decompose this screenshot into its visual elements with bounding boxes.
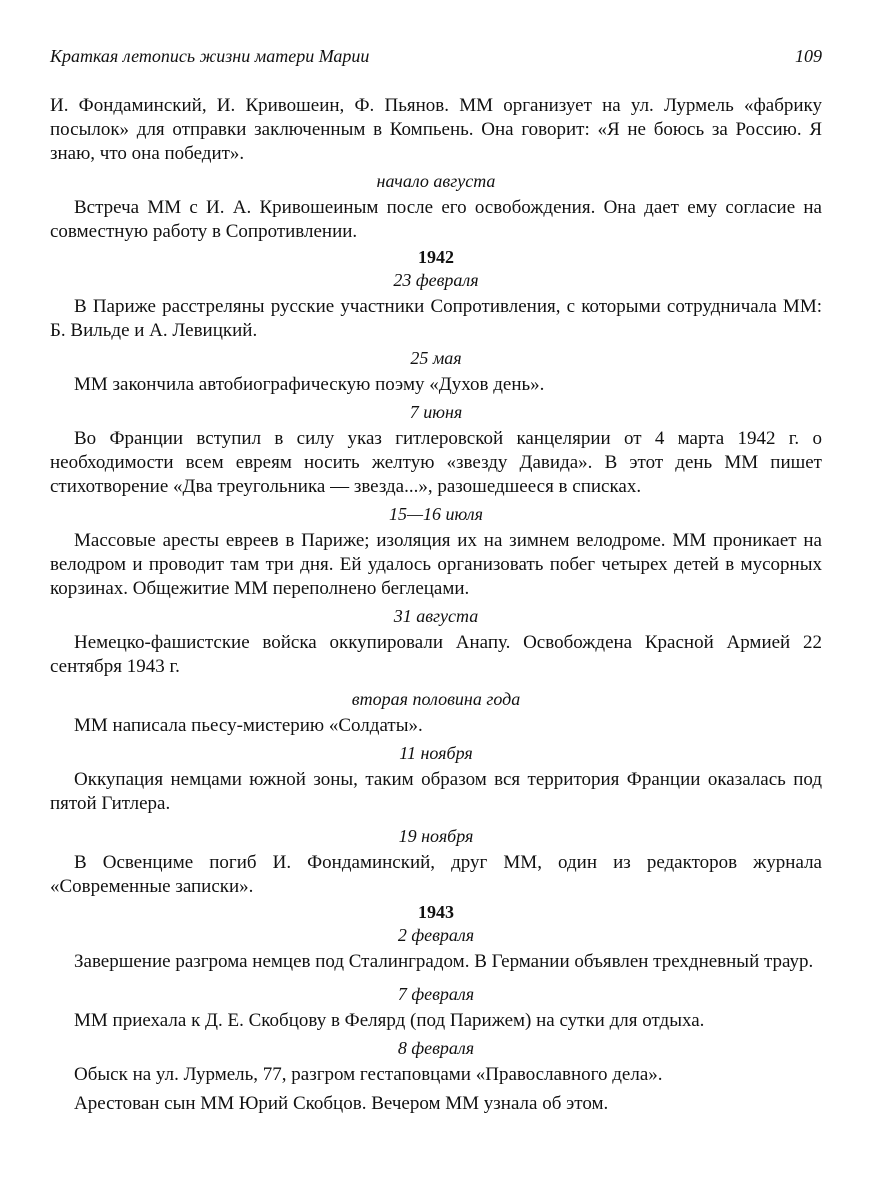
entry-text: Во Франции вступил в силу указ гитлеровской канцелярии от 4 марта 1942 г. о необходимости всем евреям носить желтую «звезду Давида». В этот день ММ пишет стихотворение «Два треугольника — звезда...», разошедшееся в списках. — [50, 428, 822, 497]
entry-date: 23 февраля — [393, 270, 479, 290]
entry-text: Немецко-фашистские войска оккупировали Анапу. Освобождена Красной Армией 22 сентября 1943 г. — [50, 632, 822, 677]
entry-date: 31 августа — [393, 606, 479, 626]
entry-text: Массовые аресты евреев в Париже; изоляция их на зимнем велодроме. ММ проникает на велодром и проводит там три дня. Ей удалось организовать побег четырех детей в мусорных корзинах. Общежитие ММ переполнено беглецами. — [50, 530, 822, 599]
entry-text: ММ приехала к Д. Е. Скобцову в Фелярд (под Парижем) на сутки для отдыха. — [74, 1010, 705, 1031]
entry-text: Оккупация немцами южной зоны, таким образом вся территория Франции оказалась под пятой Гитлера. — [50, 769, 822, 814]
entry-date: начало августа — [376, 171, 496, 191]
entry-text: В Освенциме погиб И. Фондаминский, друг ММ, один из редакторов журнала «Современные записки». — [50, 852, 822, 897]
entry-text: Завершение разгрома немцев под Сталинградом. В Германии объявлен трехдневный траур. — [74, 951, 814, 972]
running-title: Краткая летопись жизни матери Марии — [50, 46, 370, 66]
entry-date: 7 июня — [409, 402, 463, 422]
entry-date: 2 февраля — [397, 925, 475, 945]
entry-date: вторая половина года — [351, 689, 521, 709]
entry-text: В Париже расстреляны русские участники Сопротивления, с которыми сотрудничала ММ: Б. Вильде и А. Левицкий. — [50, 296, 822, 341]
entry-text: Обыск на ул. Лурмель, 77, разгром гестаповцами «Православного дела». — [74, 1064, 663, 1085]
entry-date: 7 февраля — [397, 984, 475, 1004]
entry-text: Арестован сын ММ Юрий Скобцов. Вечером ММ узнала об этом. — [74, 1093, 609, 1114]
page — [50, 46, 822, 1116]
entry-date: 25 мая — [410, 348, 462, 368]
page-number: 109 — [795, 46, 822, 66]
entry-text: ММ написала пьесу-мистерию «Солдаты». — [74, 715, 423, 736]
entry-date: 19 ноября — [398, 826, 474, 846]
entry-text: И. Фондаминский, И. Кривошеин, Ф. Пьянов. ММ организует на ул. Лурмель «фабрику посылок» для отправки заключенным в Компьень. Она говорит: «Я не боюсь за Россию. Я знаю, что она победит». — [50, 95, 822, 164]
year-heading: 1943 — [418, 902, 454, 922]
entry-date: 8 февраля — [397, 1038, 475, 1058]
entry-date: 11 ноября — [399, 743, 473, 763]
entry-text: ММ закончила автобиографическую поэму «Духов день». — [74, 374, 545, 395]
year-heading: 1942 — [418, 247, 454, 267]
entry-text: Встреча ММ с И. А. Кривошеиным после его освобождения. Она дает ему согласие на совместную работу в Сопротивлении. — [50, 197, 822, 242]
entry-date: 15—16 июля — [389, 504, 483, 524]
running-head — [50, 46, 822, 67]
